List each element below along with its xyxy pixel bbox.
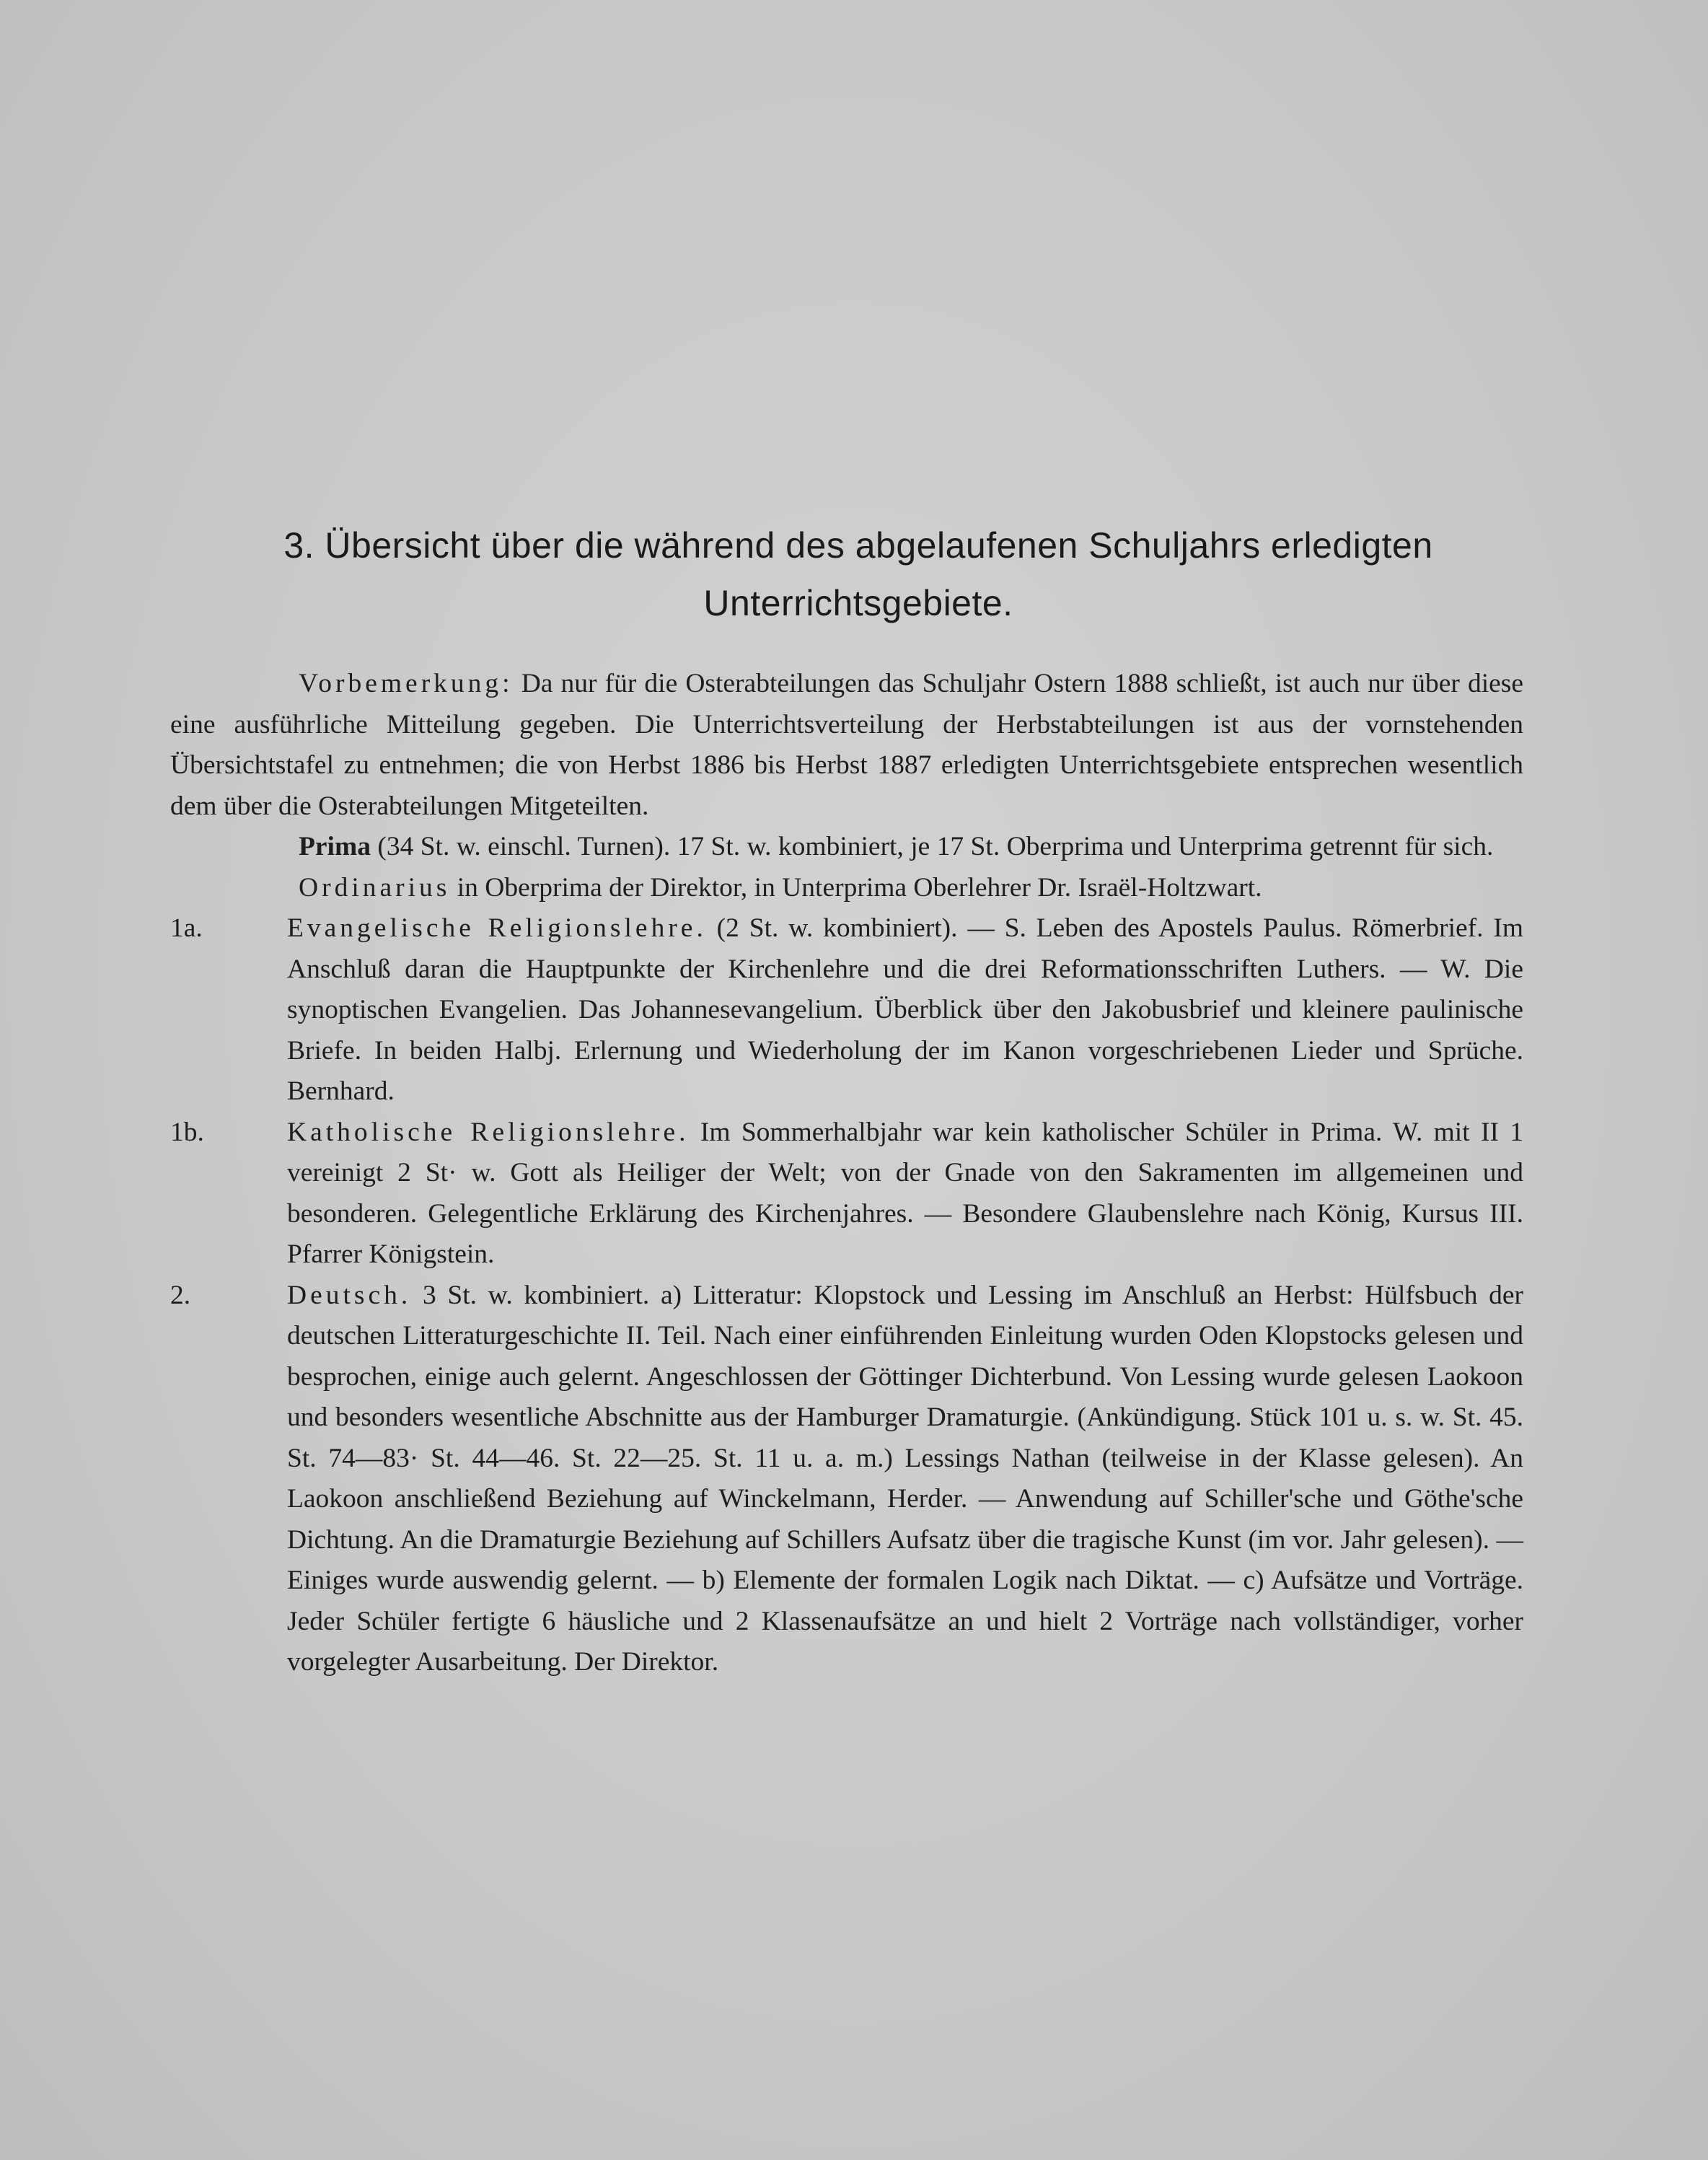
prima-paragraph xyxy=(170,827,1523,868)
document-body xyxy=(170,664,1523,1683)
subject-title: Deutsch. xyxy=(287,1280,412,1310)
ordinarius-label: Ordinarius xyxy=(299,872,451,903)
prima-text: (34 St. w. einschl. Turnen). 17 St. w. kombiniert, je 17 St. Oberprima und Unterprima getrennt für sich. xyxy=(377,832,1494,861)
section-heading xyxy=(173,517,1544,632)
subject-title: Katholische Religionslehre. xyxy=(287,1117,690,1147)
subject-item-katholische-religion xyxy=(170,1112,1523,1276)
subject-title: Evangelische Religionslehre. xyxy=(287,913,707,943)
subject-text: (2 St. w. kombiniert). — S. Leben des Apostels Paulus. Römerbrief. Im Anschluß daran die Hauptpunkte der Kirchenlehre und die drei Reformationsschriften Luthers. — W. Die synoptischen Evangelien. Das Johannesevangelium. Überblick über den Jakobusbrief und kleinere paulinische Briefe. In beiden Halbj. Erlernung und Wiederholung der im Kanon vorgeschriebenen Lieder und Sprüche. Bernhard. xyxy=(287,913,1524,1106)
item-number: 1a. xyxy=(170,913,203,943)
vorbemerkung-label: Vorbemerkung: xyxy=(299,669,514,698)
item-number: 1b. xyxy=(170,1117,204,1147)
subject-item-deutsch xyxy=(170,1276,1523,1683)
vorbemerkung-text: Da nur für die Osterabteilungen das Schuljahr Ostern 1888 schließt, ist auch nur über diese eine ausführliche Mitteilung gegeben. Die Unterrichtsverteilung der Herbstabteilungen ist aus der vornstehenden Übersichtstafel zu entnehmen; die von Herbst 1886 bis Herbst 1887 erledigten Unterrichtsgebiete entsprechen wesentlich dem über die Osterabteilungen Mitgeteilten. xyxy=(170,669,1523,821)
subject-text: 3 St. w. kombiniert. a) Litteratur: Klopstock und Lessing im Anschluß an Herbst: Hülfsbuch der deutschen Litteraturgeschichte II. Teil. Nach einer einführenden Einleitung wurden Oden Klopstocks gelesen und besprochen, einige auch gelernt. Angeschlossen der Göttinger Dichterbund. Von Lessing wurde gelesen Laokoon und besonders wesentliche Abschnitte aus der Hamburger Dramaturgie. (Ankündigung. Stück 101 u. s. w. St. 45. St. 74—83· St. 44—46. St. 22—25. St. 11 u. a. m.) Lessings Nathan (teilweise in der Klasse gelesen). An Laokoon anschließend Beziehung auf Winckelmann, Herder. — Anwendung auf Schiller'sche und Göthe'sche Dichtung. An die Dramaturgie Beziehung auf Schillers Aufsatz über die tragische Kunst (im vor. Jahr gelesen). — Einiges wurde auswendig gelernt. — b) Elemente der formalen Logik nach Diktat. — c) Aufsätze und Vorträge. Jeder Schüler fertigte 6 häusliche und 2 Klassenaufsätze an und hielt 2 Vorträge nach vollständiger, vorher vorgelegter Ausarbeitung. Der Direktor. xyxy=(287,1280,1523,1677)
subject-text: Im Sommerhalbjahr war kein katholischer Schüler in Prima. W. mit II 1 vereinigt 2 St· w. Gott als Heiliger der Welt; von der Gnade von den Sakramenten im allgemeinen und besonderen. Gelegentliche Erklärung des Kirchenjahres. — Besondere Glaubenslehre nach König, Kursus III. Pfarrer Königstein. xyxy=(287,1117,1524,1269)
item-number: 2. xyxy=(170,1280,191,1310)
vorbemerkung-paragraph xyxy=(170,664,1523,827)
subject-item-evangelische-religion xyxy=(170,908,1523,1112)
prima-label: Prima xyxy=(299,832,371,861)
heading-line-2: Unterrichtsgebiete. xyxy=(703,583,1013,623)
ordinarius-text: in Oberprima der Direktor, in Unterprima Oberlehrer Dr. Israël-Holtzwart. xyxy=(457,872,1262,903)
ordinarius-paragraph xyxy=(170,868,1523,909)
heading-line-1: 3. Übersicht über die während des abgelaufenen Schuljahrs erledigten xyxy=(283,525,1433,566)
